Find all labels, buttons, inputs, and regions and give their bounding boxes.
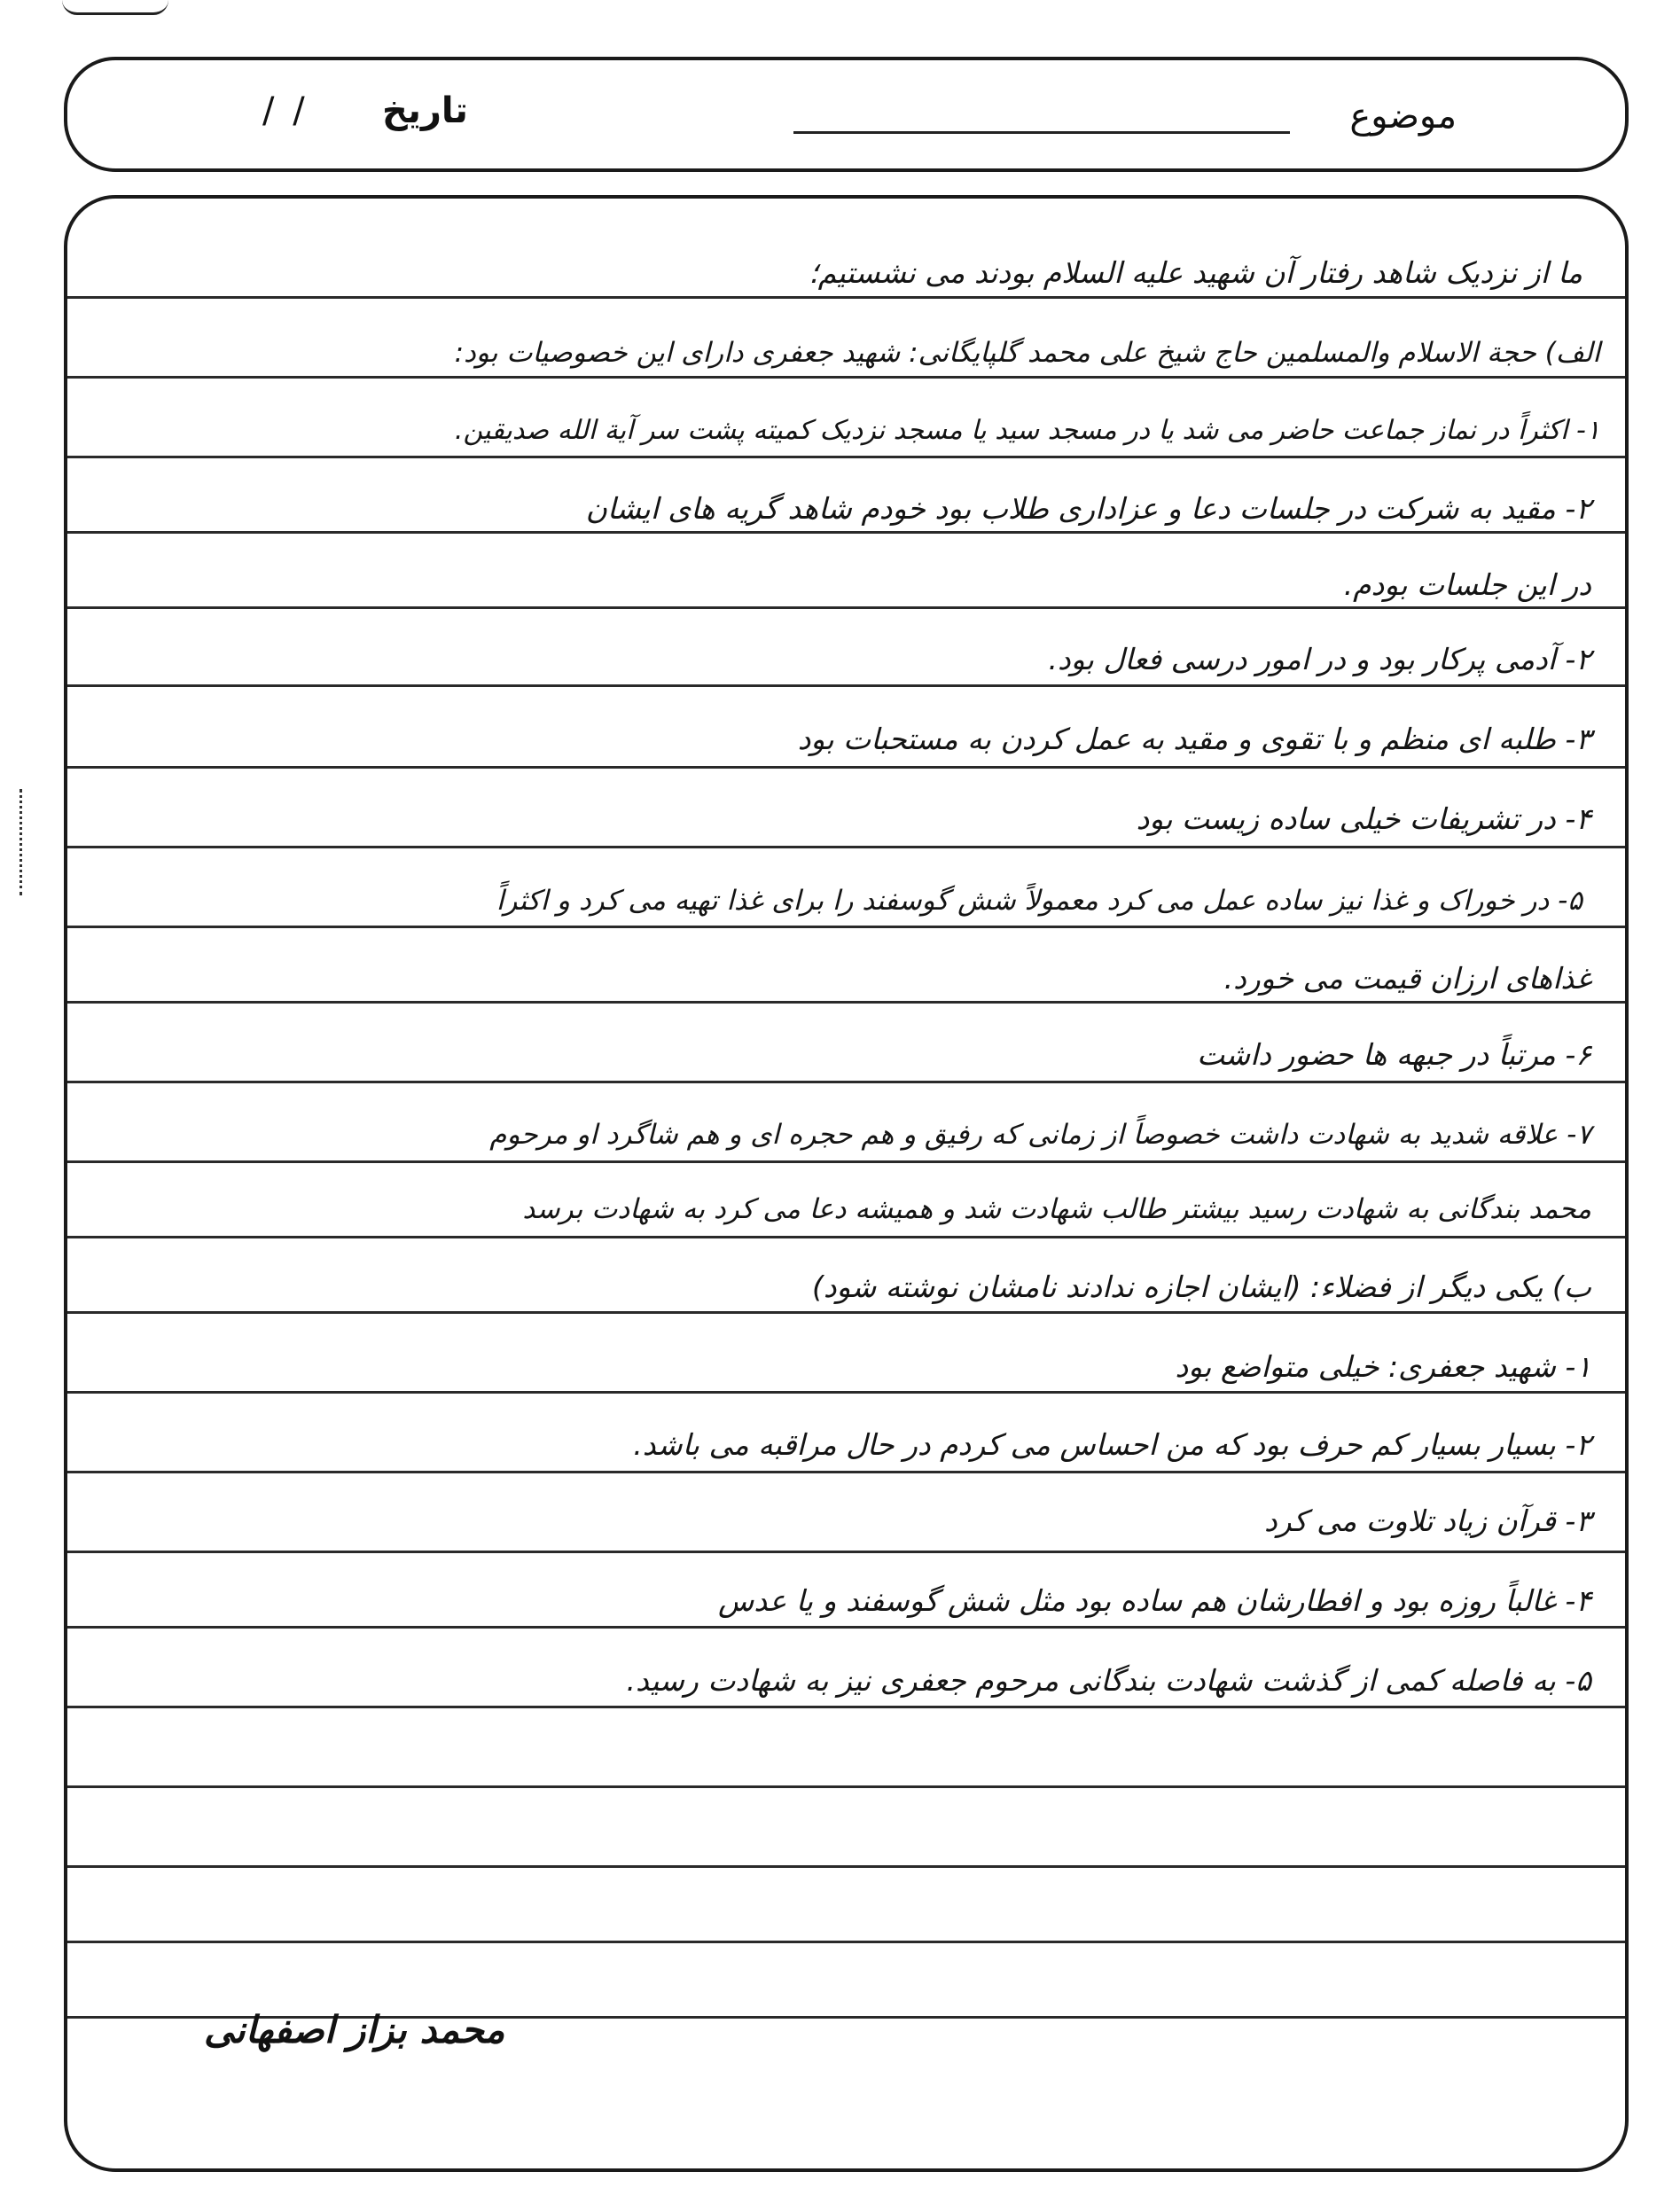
text-line-a3: ۲- آدمی پرکار بود و در امور درسی فعال بود. [1048, 642, 1591, 676]
signature: محمد بزاز اصفهانی [204, 2008, 505, 2051]
ruled-line [67, 1706, 1625, 1708]
ruled-line [67, 376, 1625, 379]
text-line-b3: ۳- قرآن زیاد تلاوت می کرد [1263, 1504, 1591, 1538]
ruled-line [67, 1081, 1625, 1083]
text-line-a4: ۳- طلبه ای منظم و با تقوی و مقید به عمل کردن به مستحبات بود [797, 722, 1591, 756]
text-line-a2: ۲- مقید به شرکت در جلسات دعا و عزاداری طلاب بود خودم شاهد گریه های ایشان [585, 491, 1591, 526]
text-line-a8: ۷- علاقه شدید به شهادت داشت خصوصاً از زمانی که رفیق و هم حجره ای و هم شاگرد او مرحوم [489, 1119, 1591, 1151]
text-line-b5: ۵- به فاصله کمی از گذشت شهادت بندگانی مرحوم جعفری نیز به شهادت رسید. [626, 1663, 1591, 1698]
ruled-line [67, 1941, 1625, 1943]
text-line-a-heading: الف) حجة الاسلام والمسلمین حاج شیخ علی محمد گلپایگانی: شهید جعفری دارای این خصوصیات بود: [454, 337, 1600, 369]
ruled-line [67, 1626, 1625, 1629]
header-box [64, 57, 1629, 172]
date-label: تاریخ [382, 90, 468, 131]
text-line-intro: ما از نزدیک شاهد رفتار آن شهید علیه السلام بودند می نشستیم؛ [809, 255, 1582, 290]
text-line-a8-cont: محمد بندگانی به شهادت رسید بیشتر طالب شهادت شد و همیشه دعا می کرد به شهادت برسد [522, 1193, 1591, 1225]
ruled-line [67, 1471, 1625, 1473]
ruled-line [67, 531, 1625, 534]
text-line-b4: ۴- غالباً روزه بود و افطارشان هم ساده بود مثل شش گوسفند و یا عدس [718, 1583, 1591, 1618]
subject-label: موضوع [1349, 96, 1457, 137]
text-line-a5: ۴- در تشریفات خیلی ساده زیست بود [1136, 801, 1591, 836]
ruled-line [67, 1551, 1625, 1553]
ruled-line [67, 1391, 1625, 1394]
ruled-line [67, 1311, 1625, 1314]
corner-scribble [62, 0, 168, 15]
text-line-b2: ۲- بسیار بسیار کم حرف بود که من احساس می کردم در حال مراقبه می باشد. [633, 1427, 1591, 1462]
text-line-a7: ۶- مرتباً در جبهه ها حضور داشت [1197, 1037, 1591, 1072]
text-line-a6: ۵- در خوراک و غذا نیز ساده عمل می کرد معمولاً شش گوسفند را برای غذا تهیه می کرد و اکثراً [496, 885, 1582, 917]
ruled-line [67, 1160, 1625, 1163]
margin-marks [20, 789, 27, 895]
date-value: / / [262, 90, 309, 131]
ruled-line [67, 456, 1625, 458]
text-line-b1: ۱- شهید جعفری: خیلی متواضع بود [1175, 1349, 1591, 1384]
text-line-a6-cont: غذاهای ارزان قیمت می خورد. [1223, 961, 1591, 996]
text-line-a1: ۱- اکثراً در نماز جماعت حاضر می شد یا در مسجد سید یا مسجد نزدیک کمیته پشت سر آیة الله صدیقین. [454, 415, 1600, 446]
ruled-line [67, 684, 1625, 687]
ruled-line [67, 1785, 1625, 1788]
ruled-line [67, 296, 1625, 299]
ruled-line [67, 1236, 1625, 1238]
ruled-line [67, 606, 1625, 609]
ruled-line [67, 846, 1625, 848]
subject-line [793, 131, 1290, 134]
ruled-line [67, 926, 1625, 928]
ruled-line [67, 1001, 1625, 1004]
text-line-a2-cont: در این جلسات بودم. [1343, 567, 1591, 602]
text-line-b-heading: ب) یکی دیگر از فضلاء: (ایشان اجازه ندادند نامشان نوشته شود) [811, 1269, 1591, 1304]
ruled-line [67, 766, 1625, 769]
ruled-line [67, 1865, 1625, 1868]
